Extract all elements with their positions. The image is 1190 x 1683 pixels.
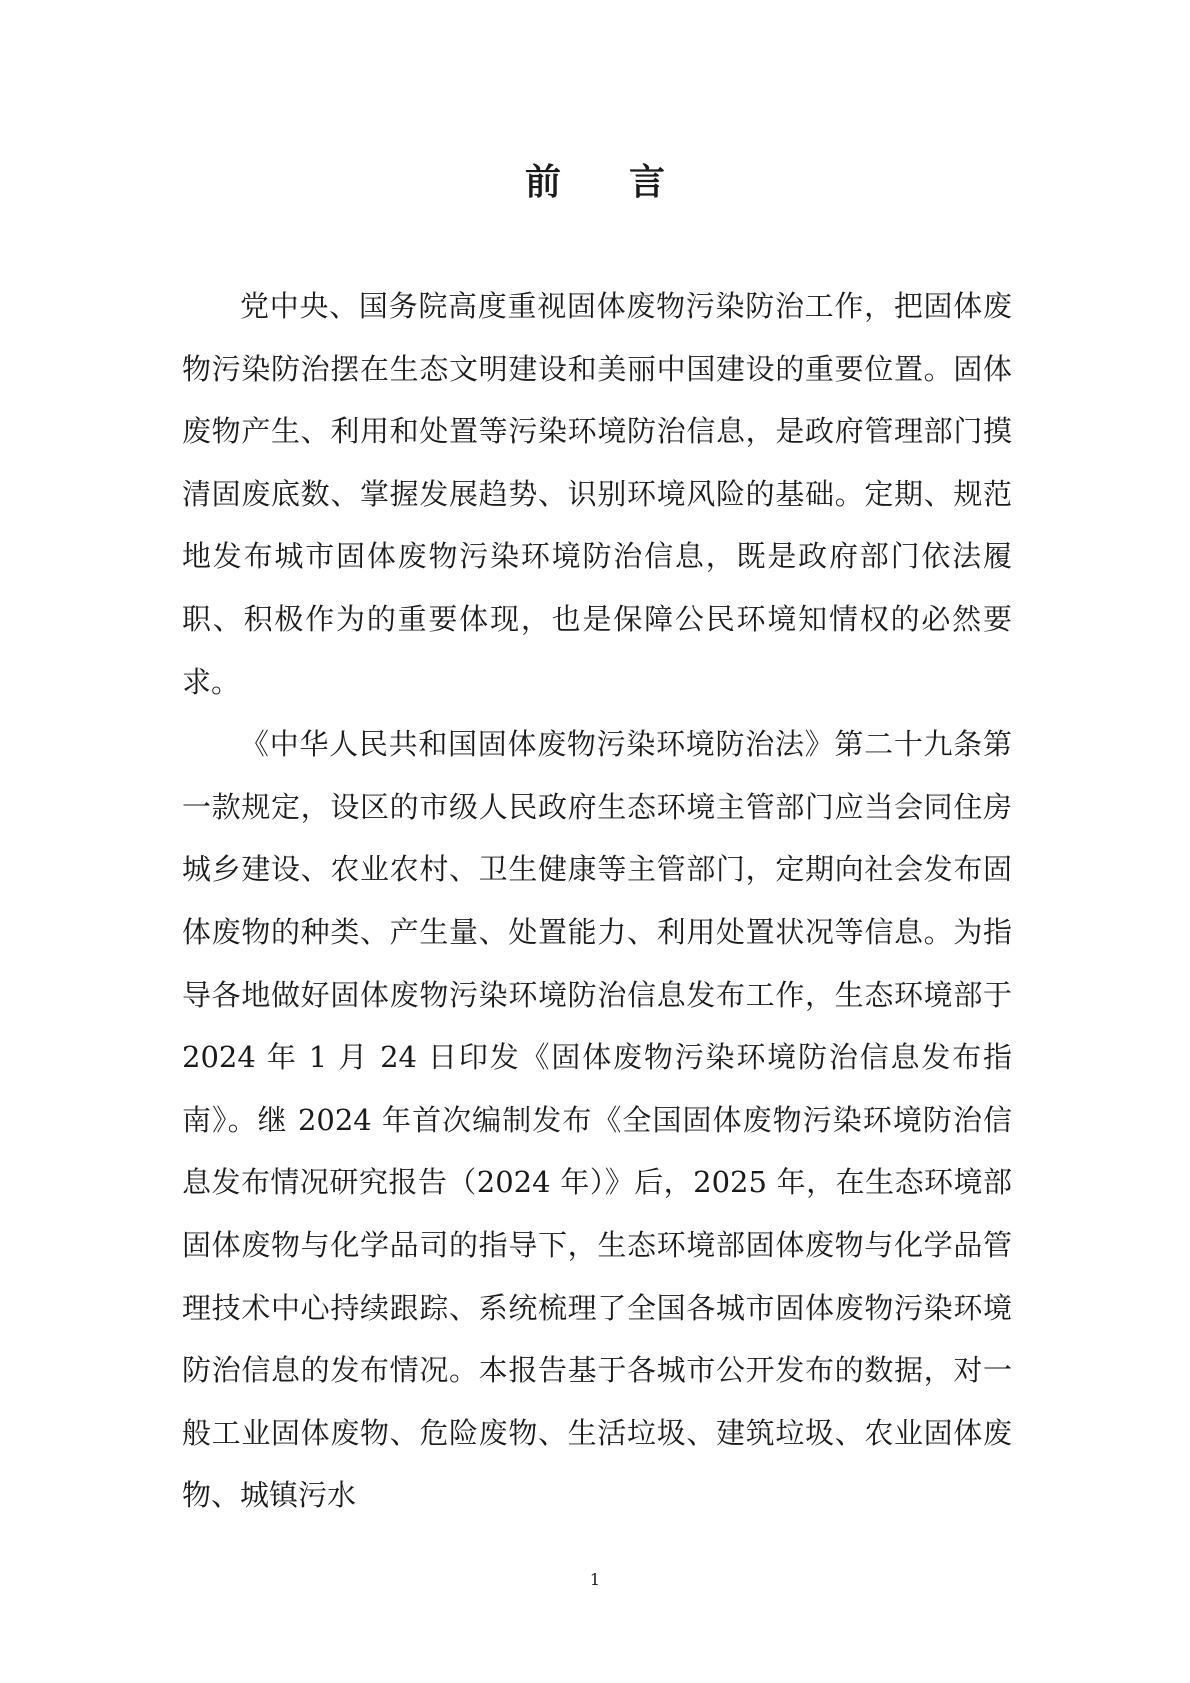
- body-text: [182, 275, 1012, 1527]
- page-number: 1: [589, 1570, 601, 1589]
- paragraph-2: 《中华人民共和国固体废物污染环境防治法》第二十九条第一款规定，设区的市级人民政府生态环境主管部门应当会同住房城乡建设、农业农村、卫生健康等主管部门，定期向社会发布固体废物的种类、产生量、处置能力、利用处置状况等信息。为指导各地做好固体废物污染环境防治信息发布工作，生态环境部于 2024 年 1 月 24 日印发《固体废物污染环境防治信息发布指南》。继 2024 年首次编制发布《全国固体废物污染环境防治信息发布情况研究报告（2024 年）》后，2025 年，在生态环境部固体废物与化学品司的指导下，生态环境部固体废物与化学品管理技术中心持续跟踪、系统梳理了全国各城市固体废物污染环境防治信息的发布情况。本报告基于各城市公开发布的数据，对一般工业固体废物、危险废物、生活垃圾、建筑垃圾、农业固体废物、城镇污水: [182, 727, 1012, 1513]
- paragraph-1: 党中央、国务院高度重视固体废物污染防治工作，把固体废物污染防治摆在生态文明建设和美丽中国建设的重要位置。固体废物产生、利用和处置等污染环境防治信息，是政府管理部门摸清固废底数、掌握发展趋势、识别环境风险的基础。定期、规范地发布城市固体废物污染环境防治信息，既是政府部门依法履职、积极作为的重要体现，也是保障公民环境知情权的必然要求。: [182, 289, 1012, 699]
- page-title: 前言: [524, 161, 733, 203]
